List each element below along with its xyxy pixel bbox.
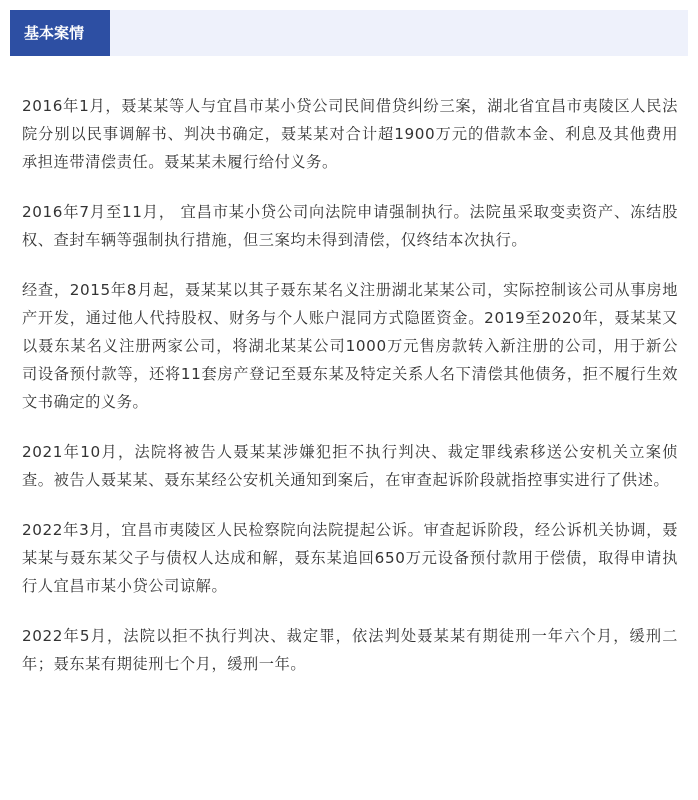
paragraph-5: 2022年3月，宜昌市夷陵区人民检察院向法院提起公诉。审查起诉阶段，经公诉机关协调，聂某某与聂东某父子与债权人达成和解，聂东某追回650万元设备预付款用于偿债，取得申请执行人宜昌市某小贷公司谅解。 bbox=[22, 521, 678, 595]
article-body bbox=[22, 92, 678, 700]
paragraph-6: 2022年5月，法院以拒不执行判决、裁定罪，依法判处聂某某有期徒刑一年六个月，缓刑二年；聂东某有期徒刑七个月，缓刑一年。 bbox=[22, 627, 678, 673]
paragraph-4: 2021年10月，法院将被告人聂某某涉嫌犯拒不执行判决、裁定罪线索移送公安机关立案侦查。被告人聂某某、聂东某经公安机关通知到案后，在审查起诉阶段就指控事实进行了供述。 bbox=[22, 443, 678, 489]
paragraph-1: 2016年1月，聂某某等人与宜昌市某小贷公司民间借贷纠纷三案，湖北省宜昌市夷陵区人民法院分别以民事调解书、判决书确定，聂某某对合计超1900万元的借款本金、利息及其他费用承担连带清偿责任。聂某某未履行给付义务。 bbox=[22, 97, 678, 171]
section-header-bar bbox=[10, 10, 688, 56]
section-title: 基本案情 bbox=[10, 10, 110, 56]
paragraph-3: 经查，2015年8月起，聂某某以其子聂东某名义注册湖北某某公司，实际控制该公司从事房地产开发，通过他人代持股权、财务与个人账户混同方式隐匿资金。2019至2020年，聂某某又以聂东某名义注册两家公司，将湖北某某公司1000万元售房款转入新注册的公司，用于新公司设备预付款等，还将11套房产登记至聂东某及特定关系人名下清偿其他债务，拒不履行生效文书确定的义务。 bbox=[22, 281, 678, 411]
paragraph-2: 2016年7月至11月， 宜昌市某小贷公司向法院申请强制执行。法院虽采取变卖资产、冻结股权、查封车辆等强制执行措施，但三案均未得到清偿，仅终结本次执行。 bbox=[22, 203, 678, 249]
